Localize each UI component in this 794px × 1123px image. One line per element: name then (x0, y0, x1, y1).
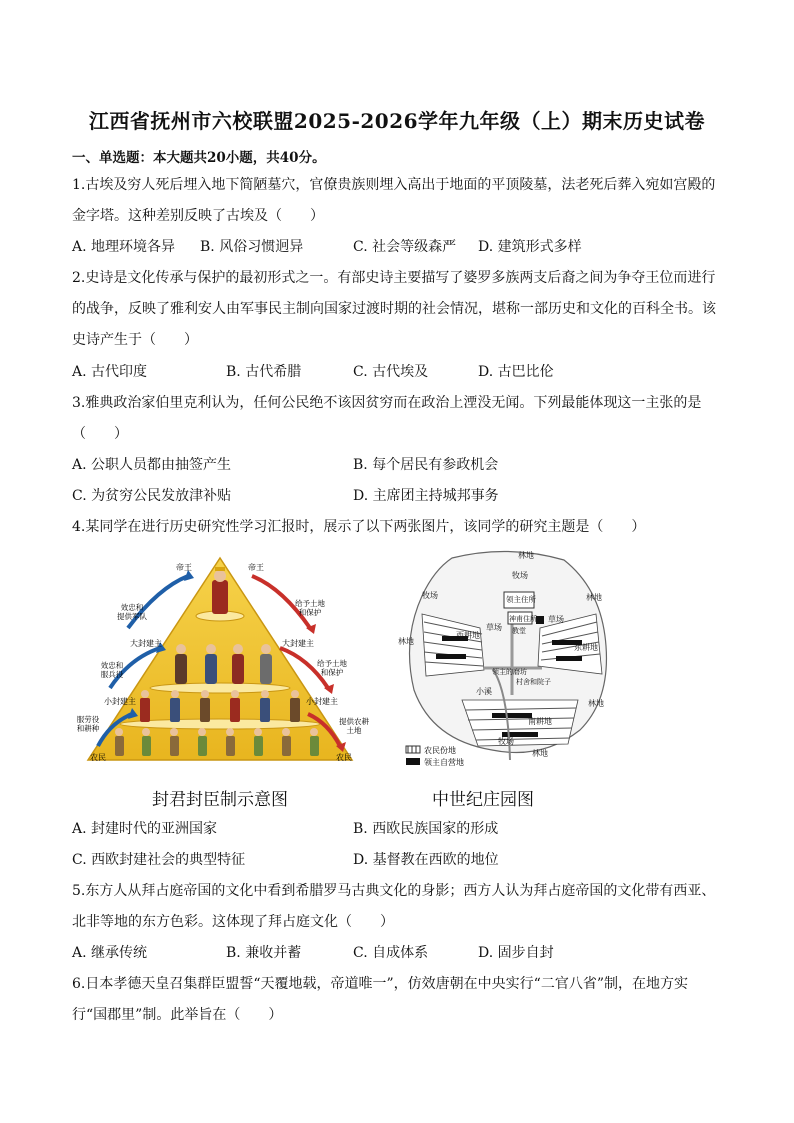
right-label-3: 提供农耕土地 (339, 717, 369, 735)
left-label-1: 效忠和提供军队 (117, 603, 147, 621)
q2-option-d: D. 古巴比伦 (478, 364, 554, 380)
q2-option-a: A. 古代印度 (72, 364, 148, 380)
q5-option-a: A. 继承传统 (72, 945, 148, 961)
q4-option-c: C. 西欧封建社会的典型特征 (72, 852, 246, 868)
legend-lord-demesne: 领主自营地 (424, 758, 464, 767)
q5-line-2: 北非等地的东方色彩。这体现了拜占庭文化（ ） (72, 914, 394, 930)
label-south-field: 南耕地 (528, 717, 552, 726)
legend-peasant-land: 农民份地 (424, 746, 456, 755)
q3-option-a: A. 公职人员都由抽签产生 (72, 457, 232, 473)
label-mill: 领主的磨坊 (492, 668, 527, 676)
q5-option-b: B. 兼收并蓄 (226, 945, 302, 961)
q2-option-b: B. 古代希腊 (226, 364, 302, 380)
left-label-3: 服劳役和耕种 (76, 715, 100, 733)
q2-line-1: 2.史诗是文化传承与保护的最初形式之一。有部史诗主要描写了婆罗多族两支后裔之间为争夺王位而进行 (72, 270, 716, 286)
label-woods-right: 林地 (586, 593, 602, 602)
label-pasture-left: 牧场 (422, 591, 438, 600)
exam-title: 江西省抚州市六校联盟2025-2026学年九年级（上）期末历史试卷 (88, 109, 706, 133)
q1-option-a: A. 地理环境各异 (72, 239, 176, 255)
label-lord-house: 领主住所 (506, 595, 536, 604)
q2-option-c: C. 古代埃及 (353, 364, 429, 380)
q2-line-2: 的战争，反映了雅利安人由军事民主制向国家过渡时期的社会情况，堪称一部历史和文化的百科全书。该 (72, 301, 716, 317)
section-heading: 一、单选题：本大题共20小题，共40分。 (72, 150, 326, 166)
q6-line-2: 行“国郡里”制。此举旨在（ ） (72, 1007, 283, 1023)
q4-option-a: A. 封建时代的亚洲国家 (72, 821, 218, 837)
label-stream: 小溪 (476, 687, 492, 696)
level-label-lord-right: 大封建主 (282, 639, 314, 648)
label-woods-left: 林地 (398, 637, 414, 646)
label-east-field: 东耕地 (574, 643, 598, 652)
level-label-peasant-left: 农民 (90, 753, 106, 762)
q3-option-b: B. 每个居民有参政机会 (353, 457, 499, 473)
king-icon (212, 567, 228, 614)
q6-line-1: 6.日本孝德天皇召集群臣盟誓“天覆地载，帝道唯一”，仿效唐朝在中央实行“二官八省”制，在地方实 (72, 976, 688, 992)
level-label-lord-left: 大封建主 (130, 639, 162, 648)
q1-line-1: 1.古埃及穷人死后埋入地下简陋墓穴，官僚贵族则埋入高出于地面的平顶陵墓，法老死后葬入宛如宫殿的 (72, 177, 716, 193)
label-west-field: 西耕地 (456, 631, 480, 640)
q4-option-d: D. 基督教在西欧的地位 (353, 852, 499, 868)
level-label-king-right: 帝王 (248, 563, 264, 572)
q3-option-d: D. 主席团主持城邦事务 (353, 488, 499, 504)
q4-option-b: B. 西欧民族国家的形成 (353, 821, 499, 837)
manor-map-figure (392, 550, 624, 770)
q3-line-2: （ ） (72, 426, 128, 442)
q1-line-2: 金字塔。这种差别反映了古埃及（ ） (72, 208, 324, 224)
label-woods-top: 林地 (518, 551, 534, 560)
label-priest-house: 神甫住所 (509, 615, 537, 623)
q3-line-1: 3.雅典政治家伯里克利认为，任何公民绝不该因贫穷而在政治上湮没无闻。下列最能体现这一主张的是 (72, 395, 702, 411)
q1-option-d: D. 建筑形式多样 (478, 239, 582, 255)
level-label-knight-left: 小封建主 (104, 697, 136, 706)
label-woods-right-lower: 林地 (588, 699, 604, 708)
label-meadow-right: 草场 (548, 615, 564, 624)
left-label-2: 效忠和服兵役 (100, 661, 124, 679)
q1-option-c: C. 社会等级森严 (353, 239, 457, 255)
level-label-king-left: 帝王 (176, 563, 192, 572)
level-label-knight-right: 小封建主 (306, 697, 338, 706)
church-icon (536, 616, 544, 624)
q2-line-3: 史诗产生于（ ） (72, 332, 198, 348)
level-label-peasant-right: 农民 (336, 753, 352, 762)
q5-option-d: D. 固步自封 (478, 945, 554, 961)
figure2-caption: 中世纪庄园图 (432, 790, 534, 810)
q5-line-1: 5.东方人从拜占庭帝国的文化中看到希腊罗马古典文化的身影；西方人认为拜占庭帝国的文化带有西亚、 (72, 883, 716, 899)
label-pasture-bottom: 牧场 (498, 737, 514, 746)
q4-line-1: 4.某同学在进行历史研究性学习汇报时，展示了以下两张图片，该同学的研究主题是（ ） (72, 519, 646, 535)
label-meadow-left: 草场 (486, 623, 502, 632)
label-pasture-top: 牧场 (512, 571, 528, 580)
q5-option-c: C. 自成体系 (353, 945, 429, 961)
q3-option-c: C. 为贫穷公民发放津补贴 (72, 488, 232, 504)
label-cottages: 村舍和院子 (516, 678, 551, 686)
q1-option-b: B. 风俗习惯迥异 (200, 239, 304, 255)
label-woods-bottom: 林地 (532, 749, 548, 758)
feudal-pyramid-figure (70, 548, 370, 770)
right-label-2: 给予土地和保护 (317, 659, 347, 677)
label-church: 教堂 (512, 627, 526, 635)
right-label-1: 给予土地和保护 (295, 599, 325, 617)
figure1-caption: 封君封臣制示意图 (152, 790, 288, 810)
